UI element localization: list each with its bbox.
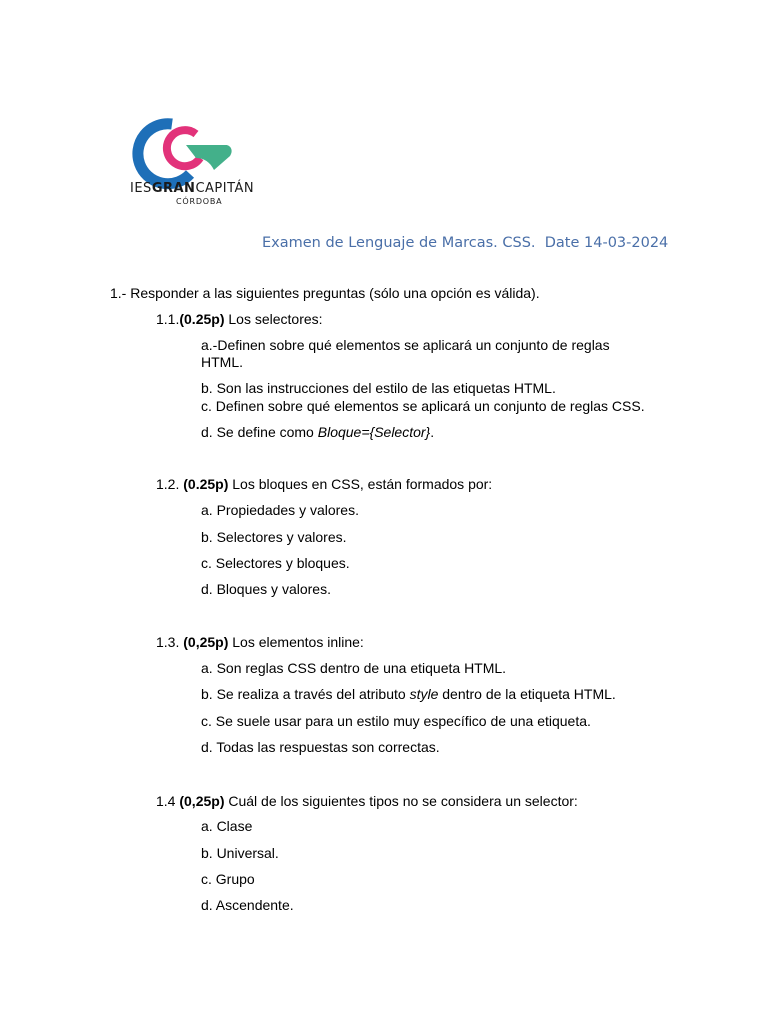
question-1-3 — [156, 634, 364, 651]
option-d-italic: Bloque={Selector} — [317, 424, 431, 440]
option-a: a. Clase — [201, 818, 253, 834]
question-number: 1.3. — [156, 634, 184, 650]
option-d: d. Ascendente. — [201, 897, 294, 913]
ies-gran-capitan-logo-icon — [130, 112, 270, 207]
option-d: d. Todas las respuestas son correctas. — [201, 739, 440, 755]
option-b-prefix: b. Se realiza a través del atributo — [201, 686, 410, 702]
option-d — [201, 424, 434, 441]
logo-text-city: CÓRDOBA — [176, 197, 223, 206]
option-c: c. Grupo — [201, 871, 255, 887]
logo-text-gran: GRAN — [151, 181, 196, 196]
question-number: 1.2. — [156, 476, 184, 492]
option-d-prefix: d. Se define como — [201, 424, 318, 440]
option-b: b. Universal. — [201, 845, 279, 861]
option-b — [201, 686, 616, 703]
question-1-2 — [156, 476, 492, 493]
question-1-1 — [156, 311, 323, 328]
option-a: a. Son reglas CSS dentro de una etiqueta HTML. — [201, 660, 507, 676]
question-text: Cuál de los siguientes tipos no se considera un selector: — [224, 793, 578, 809]
question-1-4 — [156, 793, 578, 810]
logo-text-capitan: CAPITÁN — [195, 181, 255, 196]
option-b-italic: style — [409, 686, 439, 702]
option-d: d. Bloques y valores. — [201, 581, 331, 597]
option-b: b. Son las instrucciones del estilo de las etiquetas HTML. — [201, 380, 556, 396]
option-c: c. Se suele usar para un estilo muy específico de una etiqueta. — [201, 713, 591, 729]
question-points: (0,25p) — [179, 793, 225, 809]
option-c: c. Selectores y bloques. — [201, 555, 350, 571]
option-a-line2: HTML. — [201, 354, 243, 370]
section-intro: 1.- Responder a las siguientes preguntas (sólo una opción es válida). — [110, 285, 540, 301]
question-number: 1.1. — [156, 311, 180, 327]
svg-text:IESGRANCAPITÁN — [130, 180, 254, 196]
option-b: b. Selectores y valores. — [201, 529, 347, 545]
question-number: 1.4 — [156, 793, 180, 809]
option-a-line1: a.-Definen sobre qué elementos se aplicará un conjunto de reglas — [201, 337, 610, 353]
option-b-suffix: dentro de la etiqueta HTML. — [438, 686, 616, 702]
option-c: c. Definen sobre qué elementos se aplicará un conjunto de reglas CSS. — [201, 398, 645, 414]
school-logo — [130, 112, 270, 207]
question-text: Los elementos inline: — [228, 634, 364, 650]
option-a: a. Propiedades y valores. — [201, 502, 359, 518]
logo-text-ies: IES — [130, 181, 152, 196]
question-text: Los bloques en CSS, están formados por: — [228, 476, 493, 492]
question-points: (0.25p) — [183, 476, 229, 492]
question-text: Los selectores: — [224, 311, 323, 327]
exam-title: Examen de Lenguaje de Marcas. CSS. Date 14-03-2024 — [262, 235, 669, 251]
question-points: (0,25p) — [183, 634, 229, 650]
option-d-suffix: . — [430, 424, 435, 440]
question-points: (0.25p) — [179, 311, 225, 327]
